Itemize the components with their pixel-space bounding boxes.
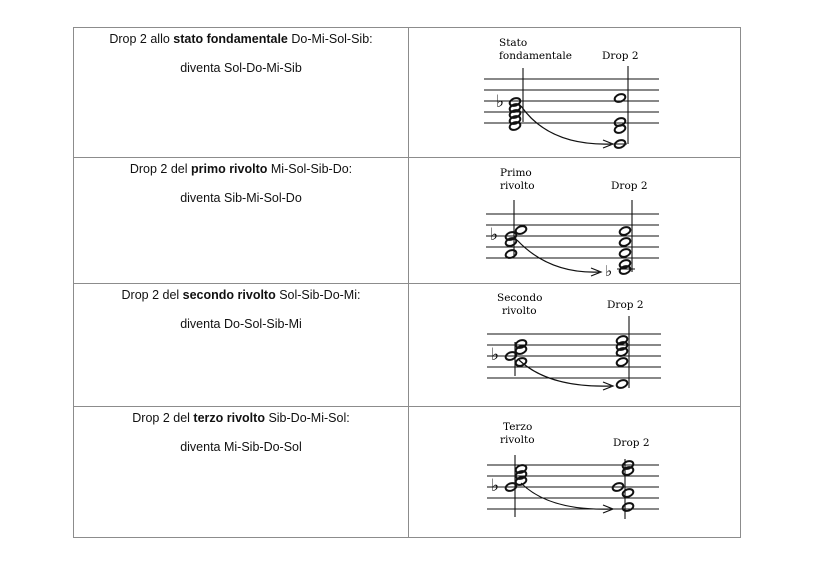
inversion-name: terzo rivolto — [193, 411, 265, 425]
left-label-line2: rivolto — [502, 305, 537, 317]
flat-icon: ♭ — [491, 345, 500, 365]
description-prefix: Drop 2 del — [129, 162, 191, 176]
right-chord-notes — [616, 335, 629, 390]
description-cell — [74, 158, 409, 284]
left-label-line1: Terzo — [503, 421, 533, 433]
description-prefix: Drop 2 allo — [109, 32, 174, 46]
drop2-result: diventa Mi-Sib-Do-Sol — [180, 440, 302, 454]
notation-cell — [409, 407, 741, 538]
chord-description — [74, 288, 408, 302]
left-label-line1: Stato — [499, 37, 528, 49]
description-cell — [74, 28, 409, 158]
description-prefix: Drop 2 del — [132, 411, 194, 425]
left-label-line2: rivolto — [500, 434, 535, 446]
right-chord-notes — [619, 226, 632, 276]
inversion-name: stato fondamentale — [173, 32, 288, 46]
notation-cell — [409, 158, 741, 284]
chord-description — [74, 32, 408, 46]
drop-arrow — [519, 360, 611, 386]
staff-notation — [409, 158, 743, 283]
table-row — [74, 28, 741, 158]
left-label-line1: Secondo — [497, 292, 543, 304]
staff-notation — [409, 284, 743, 406]
notation-cell — [409, 284, 741, 407]
description-cell — [74, 407, 409, 538]
flat-icon: ♭ — [490, 225, 499, 245]
right-label: Drop 2 — [611, 180, 648, 192]
description-suffix: Do-Mi-Sol-Sib: — [287, 32, 373, 46]
description-prefix: Drop 2 del — [121, 288, 183, 302]
drop-arrow — [517, 240, 599, 272]
left-chord-notes — [505, 225, 528, 260]
left-chord-notes — [509, 97, 522, 132]
description-suffix: Sol-Sib-Do-Mi: — [275, 288, 361, 302]
right-label: Drop 2 — [602, 50, 639, 62]
staff-lines — [486, 214, 659, 258]
inversion-name: primo rivolto — [191, 162, 268, 176]
table-row — [74, 284, 741, 407]
right-label: Drop 2 — [613, 437, 650, 449]
table-row — [74, 158, 741, 284]
drop2-result: diventa Sol-Do-Mi-Sib — [180, 61, 302, 75]
drop2-result: diventa Do-Sol-Sib-Mi — [180, 317, 302, 331]
right-label: Drop 2 — [607, 299, 644, 311]
notation-cell — [409, 28, 741, 158]
chord-description — [74, 411, 408, 425]
drop2-result: diventa Sib-Mi-Sol-Do — [180, 191, 302, 205]
table-row — [74, 407, 741, 538]
left-label-line2: fondamentale — [499, 50, 572, 62]
left-label-line2: rivolto — [500, 180, 535, 192]
left-chord-notes — [505, 339, 528, 368]
description-cell — [74, 284, 409, 407]
description-suffix: Mi-Sol-Sib-Do: — [267, 162, 353, 176]
flat-icon: ♭ — [491, 476, 500, 496]
right-chord-notes — [612, 460, 635, 513]
staff-notation — [409, 28, 743, 157]
left-chord-notes — [505, 464, 528, 493]
description-suffix: Sib-Do-Mi-Sol: — [264, 411, 350, 425]
staff-lines — [487, 334, 661, 378]
left-label-line1: Primo — [500, 167, 532, 179]
drop2-table — [73, 27, 741, 538]
chord-description — [74, 162, 408, 176]
inversion-name: secondo rivolto — [182, 288, 276, 302]
flat-icon: ♭ — [605, 262, 613, 280]
staff-notation — [409, 407, 743, 537]
flat-icon: ♭ — [496, 92, 505, 112]
